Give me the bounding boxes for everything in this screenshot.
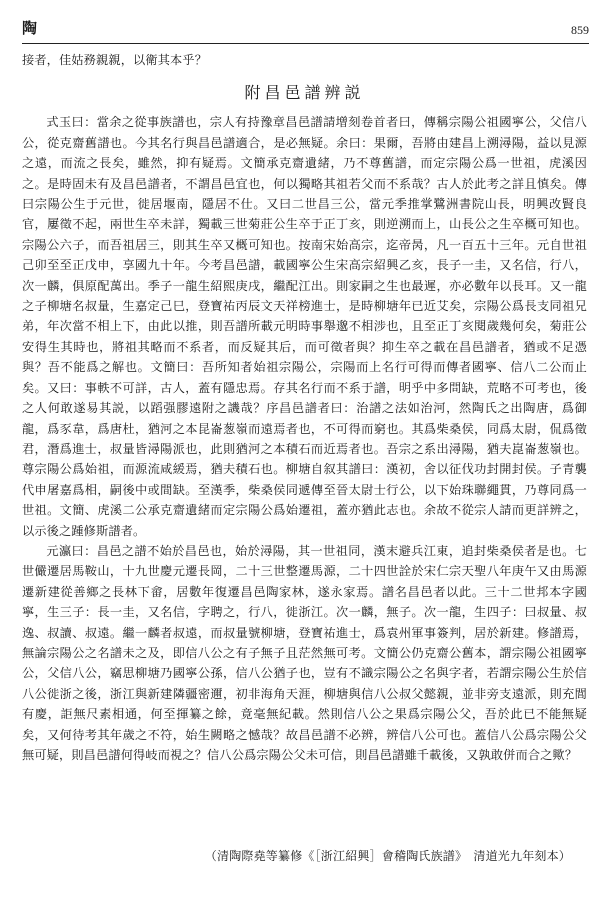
running-header <box>22 14 589 44</box>
running-header-title: 陶 <box>22 19 39 37</box>
intro-line: 接者，佳姑務親親，以衛其本乎？ <box>22 53 208 67</box>
paragraph-yuanying: 元瀛曰：昌邑之譜不始於昌邑也，始於潯陽，其一世祖同，漢末避兵江東，追封柴桑侯者是也。七世儼遷居馬鞍山，十九世慶元遷長岡，二十三世整遷馬源，二十四世詮於宋仁宗天聖八年庚午又由馬源遷新建從善鄉之長林下畲，居數年復遷昌邑陶家林，遂永家焉。譜名昌邑者以此。三十二世邦本字國寧，生三子：長一圭，又名信，字聘之，行八，徙浙江。次一麟，無子。次一龍，生四子：曰叔量、叔逸、叔讀、叔遠。繼一麟者叔遠，而叔量號柳塘，登寶祐進士，爲袁州軍事簽判，居於新建。修譜焉，無論宗陽公之名譜未之及，即信八公之有子無子且茫然無可考。文簡公仍克齋公舊本，謂宗陽公祖國寧公，父信八公，竊思柳塘乃國寧公孫，信八公猶子也，豈有不識宗陽公之名與字者，若謂宗陽公生於信八公徙浙之後，浙江與新建隣疆密邇，初非海角天涯，柳塘與信八公叔父懿親，並非旁支遠派，則充閭有慶，詎無尺素相通，何至揮纂之餘，竟毫無紀載。然則信八公之果爲宗陽公父，吾於此已不能無疑矣，又何待考其年歲之不符，始生闕略之憾哉？故昌邑譜不必辨，辨信八公可也。蓋信八公爲宗陽公父無可疑，則昌邑譜何得岐而視之？信八公爲宗陽公父未可信，則昌邑譜雖千載後，又孰敢併而合之歟？ <box>22 543 587 762</box>
paragraph-shiyu: 式玉曰：當余之從事族譜也，宗人有持豫章昌邑譜請增刻卷首者曰，傳稱宗陽公祖國寧公，父信八公，從克齋舊譜也。今其名行與昌邑譜適合，是必無疑。余曰：果爾，吾將由建昌上溯潯陽，益以見源之遠，而流之長矣，雖然，抑有疑焉。文簡承克齋遺緒，乃不尊舊譜，而定宗陽公爲一世祖，虎溪因之。是時固未有及昌邑譜者，不謂昌邑宜也，何以獨略其祖若父而不系哉？古人於此考之詳且慎矣。傳曰宗陽公生于元世，徙居堰南，隱居不仕。又曰二世昌三公，當元季推掌鷺洲書院山長，明興改賢良官，屢徵不起，兩世生卒未詳，獨載三世菊莊公生卒于正丁亥，則逆溯而上，山長公之生卒概可知也。宗陽公六子，而吾祖居三，則其生卒又概可知也。按南宋始高宗，迄帝昺，凡一百五十三年。元自世祖己卯至至正戊申，享國九十年。今考昌邑譜，載國寧公生宋高宗紹興乙亥，長子一圭，又名信，行八，次一麟，俱原配萬出。季子一龍生紹熙庚戌，繼配江出。則家嗣之生也最遲，亦必數年以長耳。又一龍之子柳塘名叔量，生嘉定己巳，登寶祐丙辰文天祥榜進士，是時柳塘年已近艾矣，宗陽公爲長支同祖兄弟，年次當不相上下，由此以推，則吾譜所載元明時事舉邈不相涉也，且至正丁亥閱歲幾何矣，菊莊公安得生其時也，將祖其略而不系者，而反疑其后，而可徵者與？抑生卒之載在昌邑譜者，猶或不足憑與？吾不能爲之解也。文簡曰：吾所知者始祖宗陽公，宗陽而上名行可得而傳者國寧、信八二公而止矣。又曰：事軼不可詳，古人，蓋有隱忠焉。存其名行而不系于譜，明乎中多問缺，荒略不可考也，後之人何敢遂易其説，以蹈强膠遠附之譏哉？序昌邑譜者曰：治譜之法如治河，然陶氏之出陶唐，爲御龍，爲豕韋，爲唐杜，猶河之本昆崙葱嶺而遠焉者也，不可得而窮也。其爲柴桑侯，同爲太尉，侃爲徵君，潛爲進士，叔量皆潯陽派也，此則猶河之本積石而近焉者也。吾宗之系出潯陽，猶夫崑崙葱嶺也。尊宗陽公爲始祖，而源流咸緩焉，猶夫積石也。柳塘自叙其譜曰：漢初，舍以征伐功封開封侯。子青襲代申屠嘉爲相，嗣後中或間缺。至漢季，柴桑侯同遞傳至晉太尉士行公，以下始珠聯繩貫，乃尊同爲一世祖。文簡、虎溪二公承克齋遺緒而定宗陽公爲始遷祖，蓋亦猶此志也。余故不從宗人請而更詳辨之，以示後之踵修斯譜者。 <box>22 115 587 538</box>
page-number: 859 <box>571 23 589 37</box>
page-body <box>22 50 587 765</box>
section-title: 附昌邑譜辨説 <box>244 83 365 103</box>
source-citation: （清陶際堯等纂修《［浙江紹興］會稽陶氏族譜》 清道光九年刻本） <box>204 849 571 863</box>
